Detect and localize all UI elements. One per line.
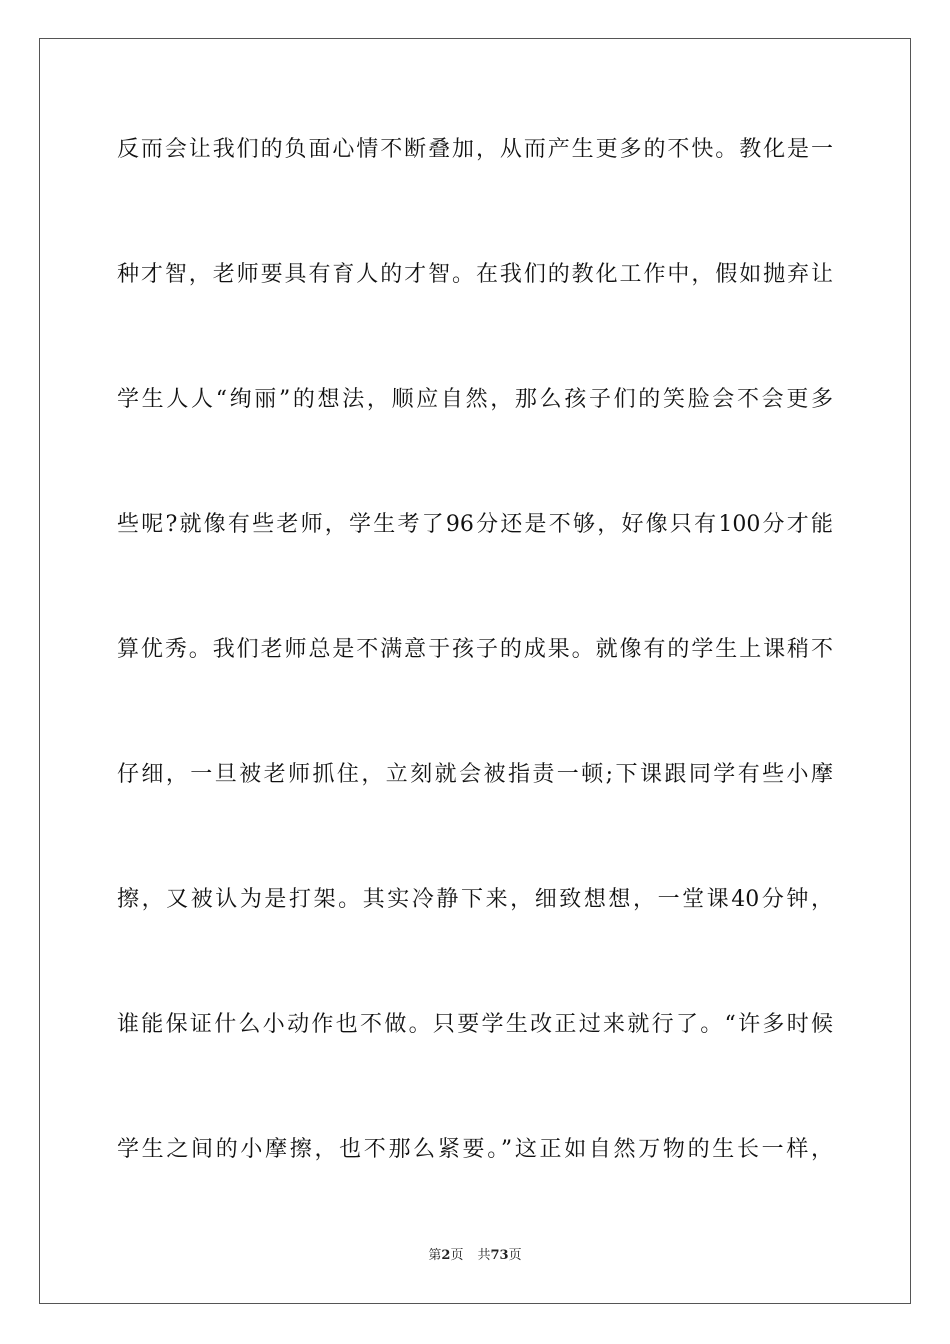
body-text-line-3: 学生人人“绚丽”的想法，顺应自然，那么孩子们的笑脸会不会更多: [117, 387, 833, 412]
page-footer: [0, 1247, 950, 1265]
body-text-line-5: 算优秀。我们老师总是不满意于孩子的成果。就像有的学生上课稍不: [117, 637, 833, 662]
body-text-line-1: 反而会让我们的负面心情不断叠加，从而产生更多的不快。教化是一: [117, 137, 833, 162]
footer-total-prefix: 共: [477, 1248, 491, 1263]
footer-page-number: 2: [441, 1248, 451, 1263]
page-border: [39, 38, 911, 1304]
footer-total-pages: 73: [490, 1248, 509, 1263]
footer-total-suffix: 页: [508, 1248, 522, 1263]
body-text-line-7: 擦，又被认为是打架。其实冷静下来，细致想想，一堂课40分钟，: [117, 887, 833, 912]
body-text-line-4: 些呢?就像有些老师，学生考了96分还是不够，好像只有100分才能: [117, 512, 833, 537]
footer-page-prefix: 第: [428, 1248, 442, 1263]
body-text-line-8: 谁能保证什么小动作也不做。只要学生改正过来就行了。“许多时候: [117, 1012, 833, 1037]
body-text-line-6: 仔细，一旦被老师抓住，立刻就会被指责一顿;下课跟同学有些小摩: [117, 762, 833, 787]
footer-page-suffix: 页: [450, 1248, 464, 1263]
body-text-line-2: 种才智，老师要具有育人的才智。在我们的教化工作中，假如抛弃让: [117, 262, 833, 287]
body-text-line-9: 学生之间的小摩擦，也不那么紧要。”这正如自然万物的生长一样，: [117, 1137, 833, 1162]
